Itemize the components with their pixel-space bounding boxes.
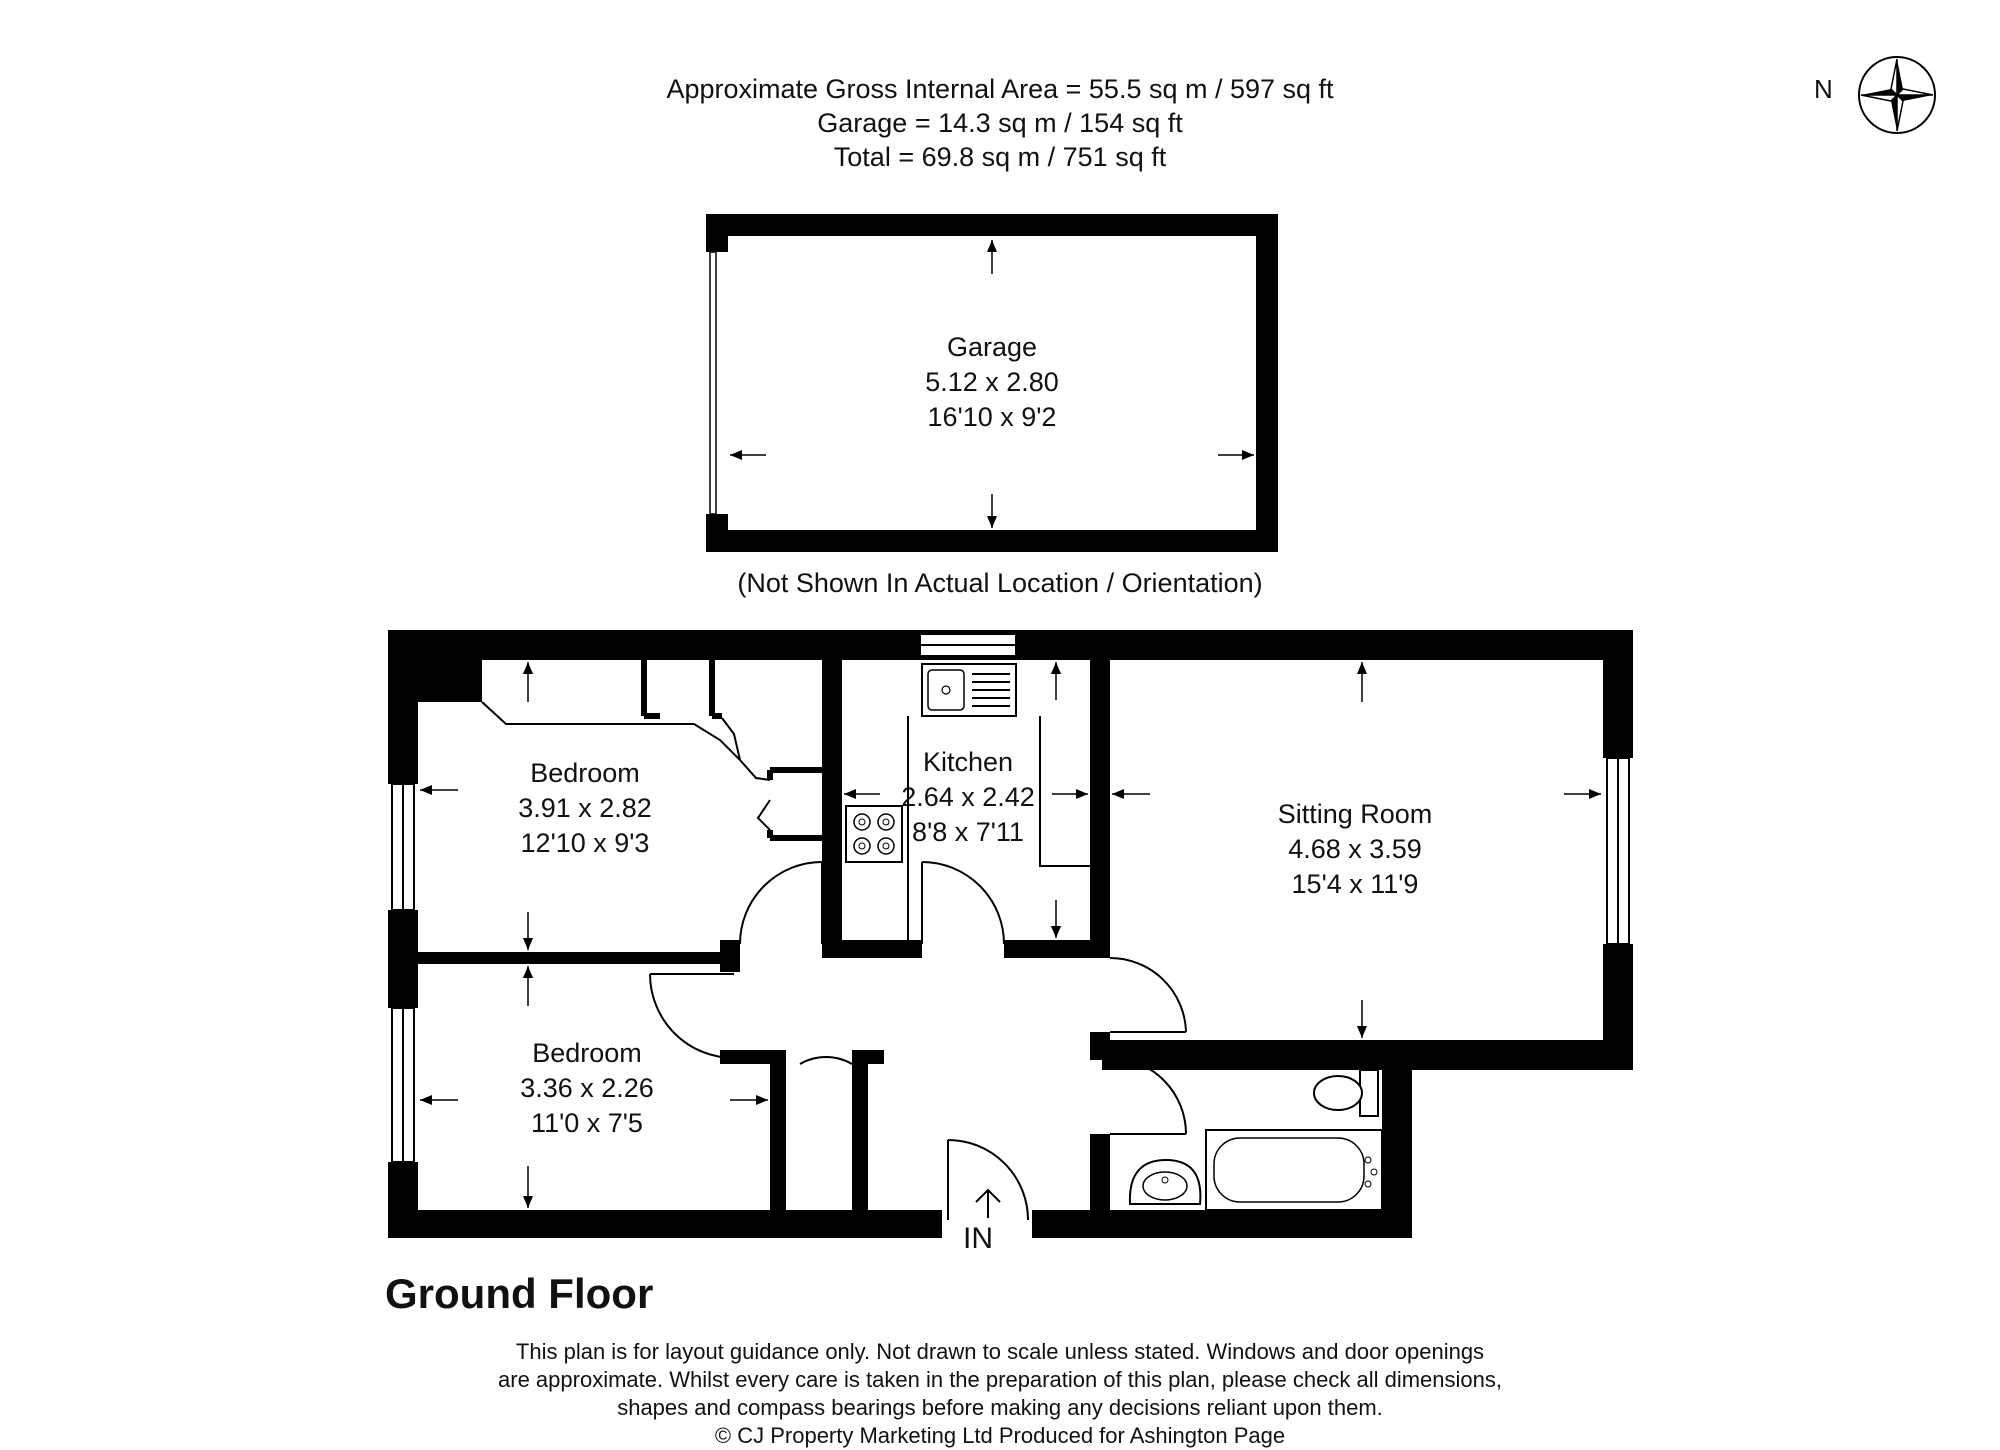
bedroom-1-imperial: 12'10 x 9'3 (520, 828, 650, 858)
gross-internal-area: Approximate Gross Internal Area = 55.5 sq m / 597 sq ft (666, 74, 1334, 104)
kitchen-imperial: 8'8 x 7'11 (912, 817, 1024, 847)
garage-name: Garage (946, 332, 1038, 362)
copyright-line: © CJ Property Marketing Ltd Produced for Ashington Page (714, 1423, 1286, 1448)
disclaimer-line-2: are approximate. Whilst every care is taken in the preparation of this plan, please check all dimensions, (498, 1367, 1502, 1392)
garage-imperial: 16'10 x 9'2 (927, 402, 1057, 432)
bedroom-2-imperial: 11'0 x 7'5 (531, 1108, 643, 1138)
bathroom-fixtures (1130, 1070, 1382, 1210)
bedroom-2-name: Bedroom (532, 1038, 642, 1068)
bedroom-1-name: Bedroom (530, 758, 640, 788)
garage-metric: 5.12 x 2.80 (925, 367, 1059, 397)
bedroom-1-label (518, 756, 652, 861)
entrance-label: IN (963, 1222, 993, 1255)
sitting-room-metric: 4.68 x 3.59 (1288, 834, 1422, 864)
hob-icon (846, 806, 902, 862)
compass-rose-icon (1859, 57, 1935, 133)
garage-location-note: (Not Shown In Actual Location / Orientation) (737, 568, 1263, 598)
disclaimer-line-3: shapes and compass bearings before making any decisions reliant upon them. (617, 1395, 1383, 1420)
kitchen-label (901, 745, 1035, 850)
kitchen-name: Kitchen (922, 747, 1014, 777)
sitting-room-imperial: 15'4 x 11'9 (1291, 869, 1419, 899)
total-area: Total = 69.8 sq m / 751 sq ft (833, 142, 1167, 172)
floor-title: Ground Floor (385, 1270, 654, 1317)
sitting-room-label (1278, 797, 1433, 902)
disclaimer-line-1: This plan is for layout guidance only. Not drawn to scale unless stated. Windows and door openings (515, 1339, 1485, 1364)
bedroom-2-label (520, 1036, 654, 1141)
sitting-room-name: Sitting Room (1277, 799, 1433, 829)
garage-area: Garage = 14.3 sq m / 154 sq ft (817, 108, 1183, 138)
compass-north-label: N (1814, 74, 1833, 104)
bedroom-1-metric: 3.91 x 2.82 (518, 793, 652, 823)
bedroom-2-metric: 3.36 x 2.26 (520, 1073, 654, 1103)
kitchen-metric: 2.64 x 2.42 (901, 782, 1035, 812)
exterior-walls (388, 630, 1633, 1238)
garage-label (925, 330, 1059, 435)
